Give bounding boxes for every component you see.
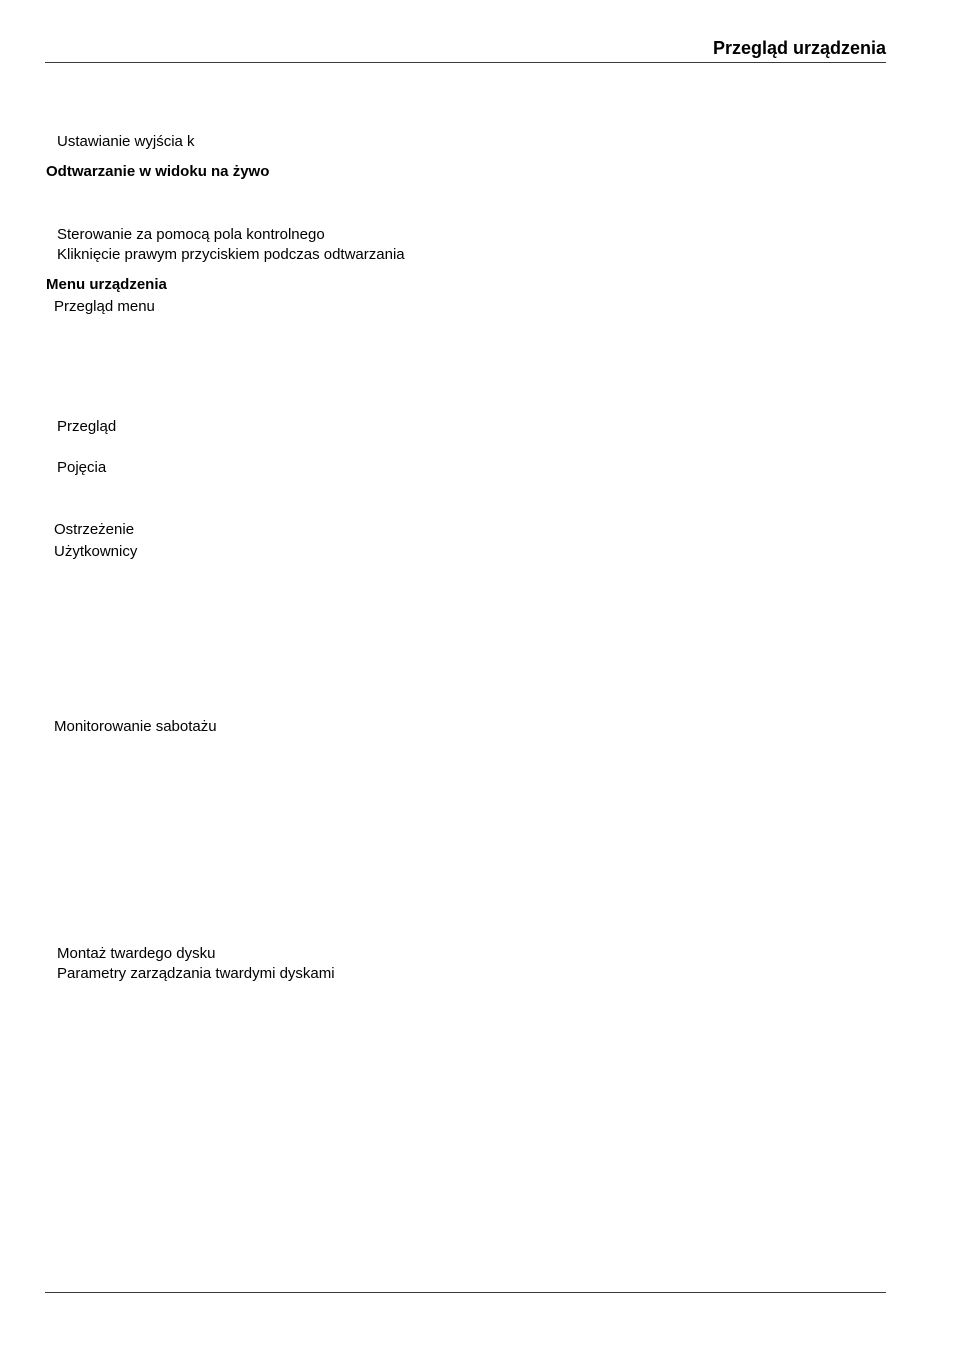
toc-item-sterowanie: Sterowanie za pomocą pola kontrolnego — [57, 226, 325, 243]
toc-item-parametry: Parametry zarządzania twardymi dyskami — [57, 965, 335, 982]
toc-item-przeglad: Przegląd — [57, 418, 117, 435]
footer-divider — [45, 1292, 886, 1293]
toc-heading-menu: Menu urządzenia — [46, 276, 167, 293]
toc-item-uzytkownicy: Użytkownicy — [54, 543, 138, 560]
toc-item-przeglad-menu: Przegląd menu — [54, 298, 155, 315]
toc-item-ustawianie-wyjscia: Ustawianie wyjścia k — [57, 133, 195, 150]
toc-item-pojecia: Pojęcia — [57, 459, 107, 476]
toc-item-ostrzezenie: Ostrzeżenie — [54, 521, 135, 538]
header-divider — [45, 62, 886, 63]
toc-item-montaz: Montaż twardego dysku — [57, 945, 216, 962]
toc-item-klikniecie: Kliknięcie prawym przyciskiem podczas odtwarzania — [57, 246, 405, 263]
toc-heading-odtwarzanie: Odtwarzanie w widoku na żywo — [46, 163, 270, 180]
page-header-title: Przegląd urządzenia — [712, 38, 886, 58]
toc-item-monitorowanie: Monitorowanie sabotażu — [54, 718, 217, 735]
